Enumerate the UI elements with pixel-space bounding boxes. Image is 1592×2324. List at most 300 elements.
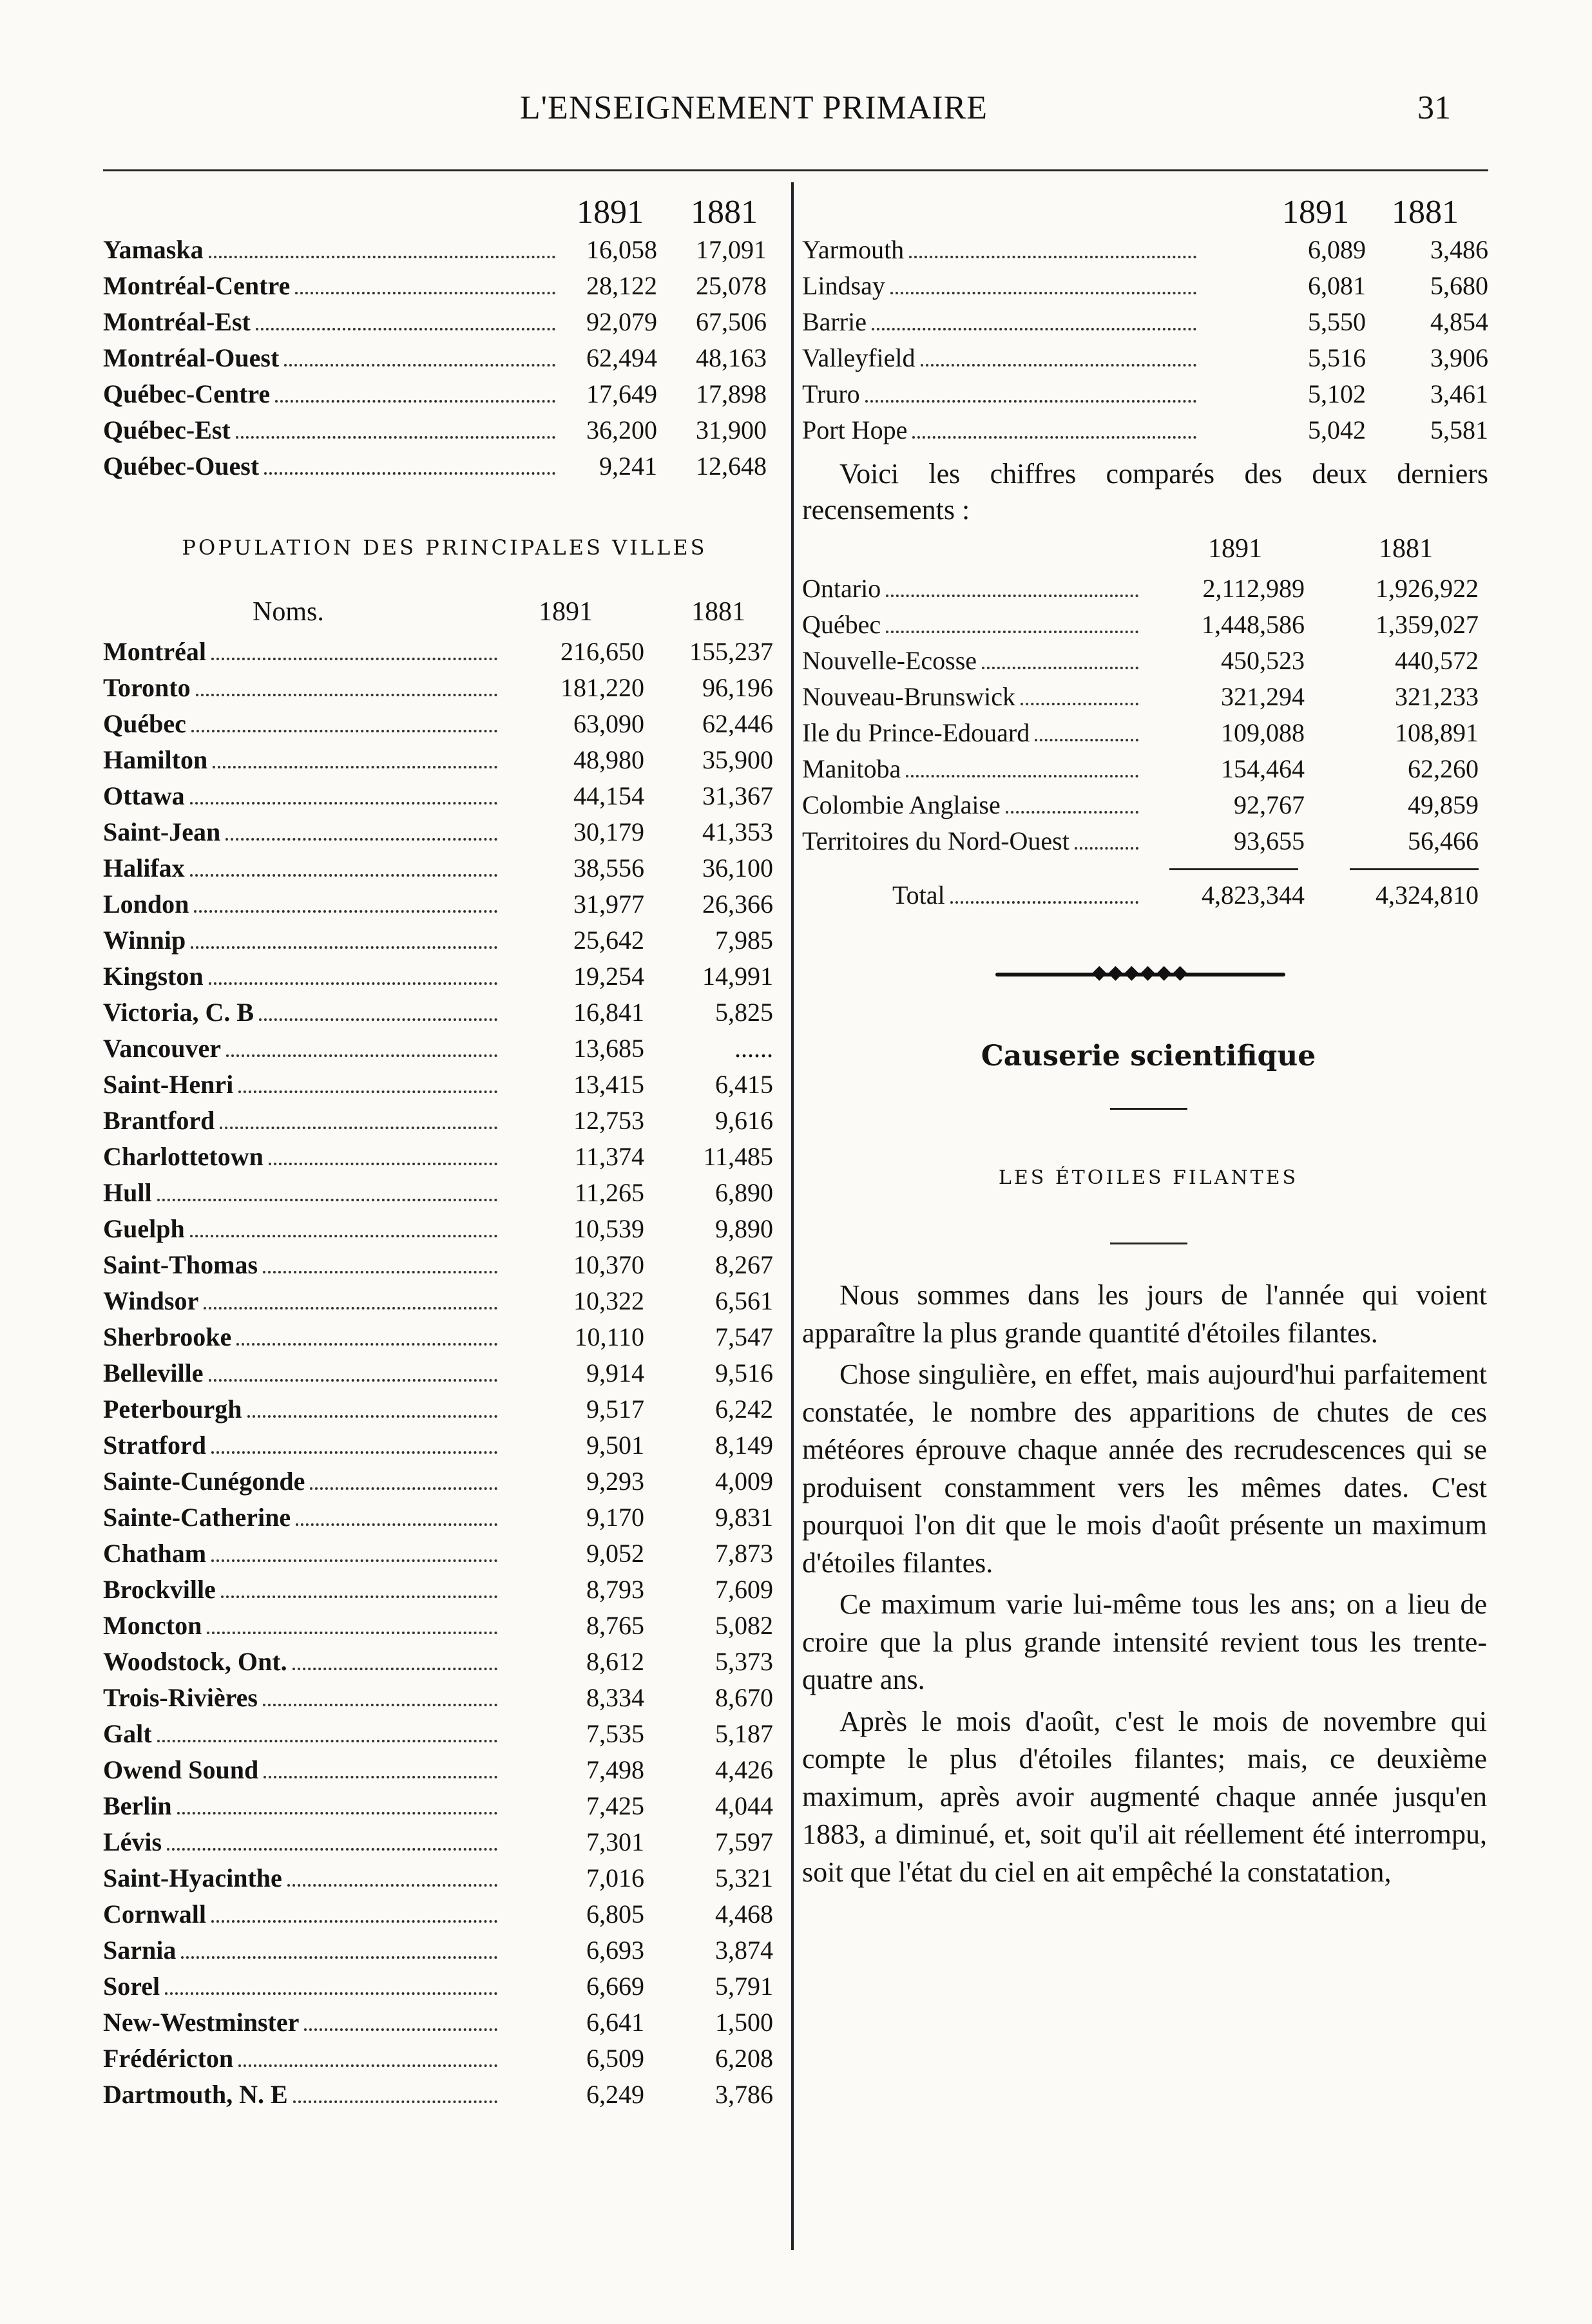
value-1881: 5,825	[715, 998, 773, 1027]
dot-leader	[165, 1992, 497, 1995]
table-row	[103, 634, 786, 670]
dot-leader	[275, 400, 555, 403]
dot-leader	[238, 2064, 497, 2067]
row-label: Cornwall	[103, 1900, 206, 1929]
value-1881: 5,187	[715, 1719, 773, 1748]
value-1881: 14,991	[702, 962, 773, 991]
table-row	[103, 268, 786, 304]
table-row	[103, 1283, 786, 1319]
value-1891: 92,079	[586, 307, 657, 336]
provinces-table	[802, 571, 1495, 859]
dot-leader	[220, 1127, 497, 1129]
article-paragraph: Chose singulière, en effet, mais aujourd'hui parfaitement constatée, le nombre des apparitions de chutes de ces météores éprouve chaque année des recrudescences qui se produisent constamment vers les mêmes dates. C'est pourquoi l'on dit que le mois d'août présente un maximum d'étoiles filantes.	[802, 1358, 1487, 1579]
column-divider	[791, 182, 794, 2250]
value-1881: 3,486	[1430, 235, 1488, 264]
table-row	[103, 1103, 786, 1139]
value-1891: 2,112,989	[1202, 574, 1305, 603]
table-row	[103, 670, 786, 706]
article-paragraph: Ce maximum varie lui-même tous les ans; on a lieu de croire que la plus grande intensité revient tous les trente-quatre ans.	[802, 1588, 1487, 1695]
value-1881: 4,044	[715, 1791, 773, 1820]
dot-leader	[890, 292, 1196, 294]
table-row	[802, 340, 1495, 376]
value-1891: 450,523	[1221, 646, 1305, 675]
value-1891: 8,334	[586, 1683, 644, 1712]
row-name	[103, 1211, 503, 1247]
value-1891: 5,550	[1308, 307, 1366, 336]
dot-leader	[157, 1199, 497, 1201]
row-name	[103, 2041, 503, 2077]
row-label: Manitoba	[802, 754, 901, 783]
cities-table-title: POPULATION DES PRINCIPALES VILLES	[182, 535, 707, 560]
dot-leader	[264, 1776, 497, 1778]
value-1891: 19,254	[573, 962, 644, 991]
table-row	[103, 1860, 786, 1896]
value-1891: 8,793	[586, 1575, 644, 1604]
dot-leader	[872, 328, 1196, 330]
row-name	[103, 958, 503, 995]
dot-leader	[1035, 739, 1138, 741]
row-name	[103, 268, 561, 304]
table-row	[103, 1788, 786, 1824]
dot-leader	[181, 1956, 497, 1959]
table-row	[103, 742, 786, 778]
year-1881-label: 1881	[691, 597, 745, 627]
value-1891: 16,058	[586, 235, 657, 264]
value-1881: 56,466	[1408, 826, 1479, 855]
value-1891: 9,914	[586, 1358, 644, 1387]
table-row	[103, 2041, 786, 2077]
value-1881: 3,786	[715, 2080, 773, 2109]
row-label: Port Hope	[802, 415, 908, 444]
row-name	[103, 1788, 503, 1824]
value-1891: 7,016	[586, 1863, 644, 1892]
dot-leader	[236, 436, 555, 439]
row-name	[103, 1463, 503, 1500]
value-1881: 9,516	[715, 1358, 773, 1387]
cities-table	[103, 634, 786, 2113]
value-1881: 8,149	[715, 1431, 773, 1460]
dot-leader	[263, 1704, 497, 1706]
value-1891: 7,498	[586, 1755, 644, 1784]
row-name	[103, 2077, 503, 2113]
value-1881: 5,082	[715, 1611, 773, 1640]
row-name	[103, 1500, 503, 1536]
row-name	[103, 1319, 503, 1355]
row-label: Toronto	[103, 673, 191, 702]
dot-leader	[950, 901, 1138, 904]
row-label: Nouvelle-Ecosse	[802, 646, 977, 675]
right-top-table-header	[802, 180, 1495, 232]
dot-leader	[886, 595, 1138, 597]
row-name	[802, 232, 1202, 268]
value-1891: 9,241	[599, 452, 657, 481]
dot-leader	[238, 1091, 497, 1093]
value-1891: 6,089	[1308, 235, 1366, 264]
noms-column-label: Noms.	[253, 597, 324, 627]
value-1891: 8,765	[586, 1611, 644, 1640]
table-row	[103, 1067, 786, 1103]
dot-leader	[209, 1379, 497, 1382]
table-row	[802, 715, 1495, 751]
row-name	[103, 1031, 503, 1067]
dot-leader	[310, 1487, 497, 1490]
dot-leader	[209, 982, 497, 985]
row-label: Québec-Est	[103, 415, 231, 444]
table-row	[802, 607, 1495, 643]
row-name	[103, 1175, 503, 1211]
row-label: Belleville	[103, 1358, 204, 1387]
dot-leader	[259, 1018, 497, 1021]
value-1891: 10,110	[574, 1322, 644, 1351]
article-subheading: LES ÉTOILES FILANTES	[998, 1167, 1299, 1189]
value-1891: 11,265	[574, 1178, 644, 1207]
table-row	[103, 1896, 786, 1932]
row-label: Halifax	[103, 853, 185, 882]
value-1881: 5,680	[1430, 271, 1488, 300]
value-1881: 5,581	[1430, 415, 1488, 444]
value-1881: 440,572	[1395, 646, 1479, 675]
value-1891: 9,170	[586, 1503, 644, 1532]
row-name	[103, 1283, 503, 1319]
article-heading: Causerie scientifique	[981, 1040, 1316, 1072]
value-1881: 4,426	[715, 1755, 773, 1784]
value-1891: 5,516	[1308, 343, 1366, 372]
table-row	[103, 1968, 786, 2005]
table-row	[802, 571, 1495, 607]
row-name	[103, 1716, 503, 1752]
value-1881: 25,078	[696, 271, 767, 300]
row-label: Québec-Ouest	[103, 452, 260, 481]
row-name	[802, 877, 1144, 913]
dot-leader	[909, 256, 1196, 258]
value-1891: 9,293	[586, 1467, 644, 1496]
row-label: Saint-Jean	[103, 817, 221, 846]
row-name	[103, 706, 503, 742]
row-label: Sarnia	[103, 1936, 177, 1965]
value-1881: 4,854	[1430, 307, 1488, 336]
value-1891: 10,322	[573, 1286, 644, 1315]
left-top-table	[103, 232, 786, 484]
value-1891: 7,535	[586, 1719, 644, 1748]
table-row	[802, 823, 1495, 859]
dot-leader	[256, 328, 555, 330]
dot-leader	[295, 292, 555, 294]
row-name	[802, 715, 1144, 751]
dot-leader	[912, 436, 1196, 439]
dot-leader	[211, 1559, 497, 1562]
dot-leader	[190, 1235, 497, 1237]
value-1891: 16,841	[573, 998, 644, 1027]
value-1891: 6,081	[1308, 271, 1366, 300]
year-1891-label: 1891	[1282, 194, 1349, 231]
row-name	[103, 1752, 503, 1788]
value-1891: 31,977	[573, 890, 644, 919]
dot-leader	[269, 1163, 497, 1165]
left-top-table-header	[103, 180, 786, 232]
row-name	[103, 1608, 503, 1644]
value-1881: 9,890	[715, 1214, 773, 1243]
dot-leader	[190, 874, 497, 877]
value-1881: 11,485	[703, 1142, 773, 1171]
value-1881: 1,500	[715, 2008, 773, 2037]
dot-leader	[982, 667, 1138, 669]
row-label: Montréal	[103, 637, 206, 666]
row-label: Montréal-Centre	[103, 271, 291, 300]
row-label: Saint-Thomas	[103, 1250, 258, 1279]
row-label: Lindsay	[802, 271, 885, 300]
row-name	[103, 995, 503, 1031]
table-row	[103, 2005, 786, 2041]
dot-leader	[284, 364, 555, 367]
value-1891: 12,753	[573, 1106, 644, 1135]
value-1881: 6,242	[715, 1395, 773, 1424]
row-label: Québec	[103, 709, 186, 738]
dot-leader	[194, 910, 497, 913]
total-label: Total	[892, 881, 945, 910]
row-name	[103, 340, 561, 376]
value-1891: 6,669	[586, 1972, 644, 2001]
value-1881: 12,648	[696, 452, 767, 481]
table-row	[103, 1175, 786, 1211]
table-row	[103, 1752, 786, 1788]
dot-leader	[177, 1812, 497, 1814]
value-1881: ......	[734, 1034, 773, 1063]
row-label: Saint-Hyacinthe	[103, 1863, 282, 1892]
row-label: Yarmouth	[802, 235, 905, 264]
right-column	[802, 180, 1495, 1891]
value-1881: 62,446	[702, 709, 773, 738]
row-name	[103, 2005, 503, 2041]
row-name	[103, 1103, 503, 1139]
value-1891: 6,509	[586, 2044, 644, 2073]
value-1891: 92,767	[1234, 790, 1305, 819]
row-label: Winnip	[103, 926, 186, 955]
value-1881: 31,900	[696, 415, 767, 444]
value-1891: 181,220	[561, 673, 644, 702]
value-1891: 154,464	[1221, 754, 1305, 783]
row-label: Frédéricton	[103, 2044, 234, 2073]
table-row	[103, 1500, 786, 1536]
table-row	[103, 1211, 786, 1247]
table-row	[103, 850, 786, 886]
value-1891: 9,501	[586, 1431, 644, 1460]
total-1891: 4,823,344	[1202, 881, 1305, 910]
year-1891-label: 1891	[577, 194, 644, 231]
row-label: Brantford	[103, 1106, 215, 1135]
value-1881: 9,616	[715, 1106, 773, 1135]
row-name	[103, 448, 561, 484]
row-label: Lévis	[103, 1827, 162, 1856]
year-1881-label: 1881	[691, 194, 758, 231]
year-1891-label: 1891	[1208, 534, 1262, 564]
row-name	[103, 1067, 503, 1103]
value-1891: 30,179	[573, 817, 644, 846]
dot-leader	[209, 256, 555, 258]
table-row	[103, 958, 786, 995]
value-1881: 49,859	[1408, 790, 1479, 819]
value-1881: 108,891	[1395, 718, 1479, 747]
cities-table-header	[103, 590, 786, 634]
row-name	[103, 232, 561, 268]
value-1891: 8,612	[586, 1647, 644, 1676]
value-1881: 96,196	[702, 673, 773, 702]
dot-leader	[211, 1451, 497, 1454]
value-1881: 36,100	[702, 853, 773, 882]
dot-leader	[264, 472, 555, 475]
row-name	[103, 1824, 503, 1860]
dot-leader	[263, 1271, 497, 1273]
row-label: Colombie Anglaise	[802, 790, 1001, 819]
row-name	[103, 304, 561, 340]
page-number: 31	[1417, 90, 1451, 126]
row-label: Yamaska	[103, 235, 204, 264]
row-name	[103, 1355, 503, 1391]
value-1891: 9,052	[586, 1539, 644, 1568]
article-paragraph: Après le mois d'août, c'est le mois de novembre qui compte le plus d'étoiles filantes; mais, ce deuxième maximum, après avoir augmenté chaque année jusqu'en 1883, a diminué, et, soit qu'il ait réellement été interrompu, soit que l'état du ciel en ait empêché la constatation,	[802, 1705, 1487, 1888]
value-1881: 7,597	[715, 1827, 773, 1856]
row-name	[103, 670, 503, 706]
row-name	[103, 1644, 503, 1680]
value-1881: 26,366	[702, 890, 773, 919]
value-1881: 62,260	[1408, 754, 1479, 783]
row-label: Chatham	[103, 1539, 207, 1568]
row-name	[802, 607, 1144, 643]
row-label: Woodstock, Ont.	[103, 1647, 287, 1676]
value-1881: 17,898	[696, 379, 767, 408]
value-1891: 38,556	[573, 853, 644, 882]
table-row	[103, 1139, 786, 1175]
short-rule	[1110, 1243, 1187, 1244]
value-1881: 35,900	[702, 745, 773, 774]
row-name	[802, 823, 1144, 859]
value-1881: 67,506	[696, 307, 767, 336]
value-1881: 6,415	[715, 1070, 773, 1099]
dot-leader	[157, 1740, 497, 1742]
dot-leader	[191, 730, 497, 732]
table-row	[103, 1716, 786, 1752]
row-label: Sainte-Catherine	[103, 1503, 291, 1532]
table-row	[802, 412, 1495, 448]
value-1891: 36,200	[586, 415, 657, 444]
value-1891: 28,122	[586, 271, 657, 300]
row-name	[103, 1896, 503, 1932]
row-name	[103, 1139, 503, 1175]
table-row	[103, 232, 786, 268]
row-label: Dartmouth, N. E	[103, 2080, 288, 2109]
table-row	[103, 340, 786, 376]
value-1881: 1,926,922	[1376, 574, 1479, 603]
row-name	[103, 814, 503, 850]
dot-leader	[226, 1054, 497, 1057]
row-label: Saint-Henri	[103, 1070, 234, 1099]
value-1891: 13,685	[573, 1034, 644, 1063]
dot-leader	[865, 400, 1196, 403]
value-1881: 3,461	[1430, 379, 1488, 408]
article-body	[802, 1277, 1495, 1891]
dot-leader	[167, 1848, 497, 1851]
row-label: Hull	[103, 1178, 152, 1207]
row-label: Peterbourgh	[103, 1395, 242, 1424]
table-row	[802, 787, 1495, 823]
value-1891: 48,980	[573, 745, 644, 774]
row-label: Trois-Rivières	[103, 1683, 258, 1712]
dot-leader	[236, 1343, 497, 1346]
table-row	[103, 1536, 786, 1572]
value-1881: 17,091	[696, 235, 767, 264]
row-name	[103, 922, 503, 958]
dot-leader	[886, 631, 1138, 633]
dot-leader	[225, 838, 497, 841]
row-label: Galt	[103, 1719, 152, 1748]
row-label: Montréal-Ouest	[103, 343, 280, 372]
table-row	[103, 1031, 786, 1067]
dot-leader	[204, 1307, 497, 1310]
row-name	[802, 268, 1202, 304]
table-row	[103, 1608, 786, 1644]
value-1881: 3,874	[715, 1936, 773, 1965]
row-name	[103, 1391, 503, 1427]
value-1881: 31,367	[702, 781, 773, 810]
value-1891: 9,517	[586, 1395, 644, 1424]
page-header-title: L'ENSEIGNEMENT PRIMAIRE	[519, 90, 988, 126]
table-row	[802, 268, 1495, 304]
row-label: Québec	[802, 610, 881, 639]
row-name	[103, 1680, 503, 1716]
table-row	[103, 1427, 786, 1463]
table-row	[103, 2077, 786, 2113]
dot-leader	[304, 2028, 497, 2031]
row-label: Victoria, C. B	[103, 998, 254, 1027]
value-1881: 6,208	[715, 2044, 773, 2073]
row-name	[802, 787, 1144, 823]
table-row	[103, 995, 786, 1031]
row-label: Windsor	[103, 1286, 199, 1315]
value-1891: 7,301	[586, 1827, 644, 1856]
row-label: Moncton	[103, 1611, 202, 1640]
left-column	[103, 180, 786, 2113]
table-row	[103, 886, 786, 922]
table-row	[103, 1932, 786, 1968]
table-row	[103, 448, 786, 484]
short-rule	[1110, 1108, 1187, 1110]
dot-leader	[293, 1668, 497, 1670]
value-1891: 1,448,586	[1202, 610, 1305, 639]
value-1891: 10,539	[573, 1214, 644, 1243]
dot-leader	[211, 658, 497, 660]
row-name	[103, 412, 561, 448]
total-row	[802, 877, 1495, 913]
table-row	[103, 1391, 786, 1427]
value-1881: 7,873	[715, 1539, 773, 1568]
row-name	[802, 643, 1144, 679]
ornament-diamonds: ◆◆◆◆◆◆	[1091, 961, 1189, 984]
value-1881: 5,791	[715, 1972, 773, 2001]
row-label: Sorel	[103, 1972, 160, 2001]
row-name	[802, 340, 1202, 376]
total-1881: 4,324,810	[1376, 881, 1479, 910]
table-row	[802, 751, 1495, 787]
total-rules	[802, 862, 1495, 877]
row-label: New-Westminster	[103, 2008, 300, 2037]
row-name	[103, 850, 503, 886]
table-row	[802, 679, 1495, 715]
row-label: Vancouver	[103, 1034, 221, 1063]
dot-leader	[921, 364, 1197, 367]
row-name	[103, 1572, 503, 1608]
table-row	[103, 1463, 786, 1500]
row-name	[802, 376, 1202, 412]
row-label: Sherbrooke	[103, 1322, 232, 1351]
